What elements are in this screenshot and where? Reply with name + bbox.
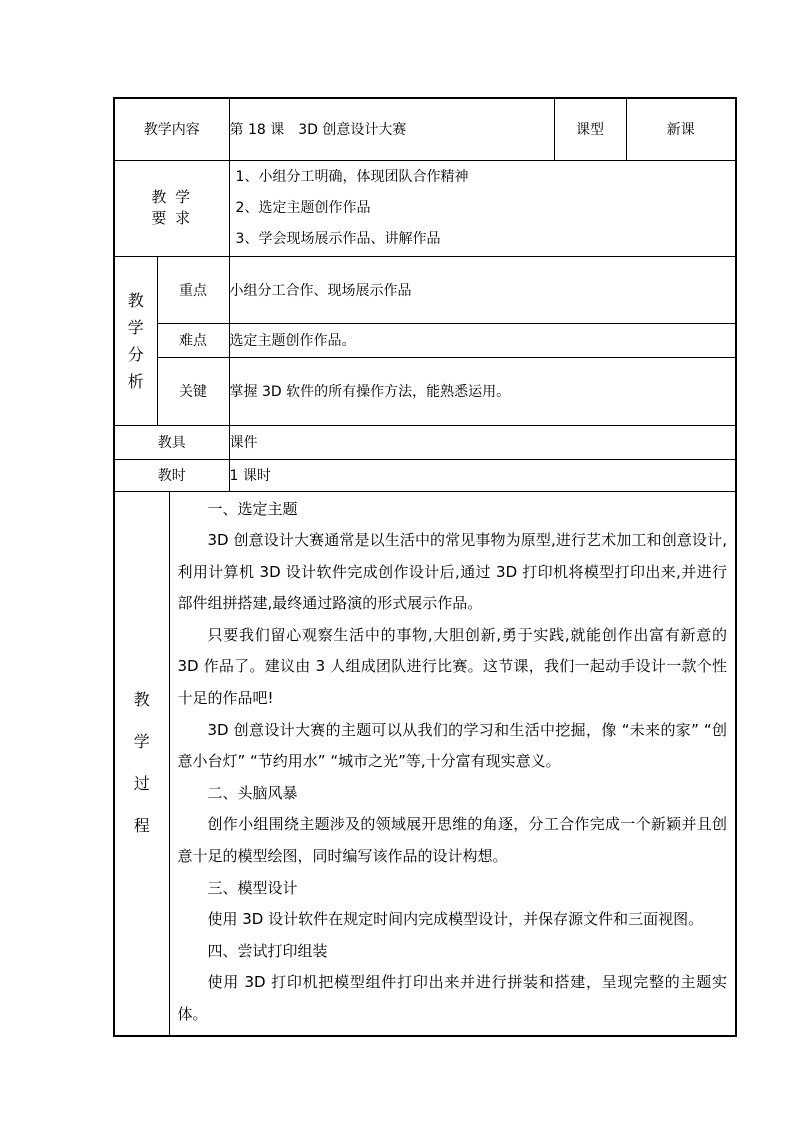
requirement-item: 1、小组分工明确，体现团队合作精神 bbox=[235, 168, 469, 185]
process-label-char: 程 bbox=[133, 816, 150, 836]
process-content bbox=[169, 491, 736, 1036]
process-paragraph: 只要我们留心观察生活中的事物,大胆创新,勇于实践,就能创作出富有新意的 3D 作品了。建议由 3 人组成团队进行比赛。这节课，我们一起动手设计一款个性十足的作品吧! bbox=[177, 625, 728, 708]
analysis-label-char: 分 bbox=[127, 344, 144, 364]
process-label bbox=[114, 491, 169, 1036]
requirement-item: 3、学会现场展示作品、讲解作品 bbox=[235, 230, 441, 247]
analysis-label bbox=[114, 256, 157, 425]
process-heading: 二、头脑风暴 bbox=[207, 783, 298, 802]
tools-value: 课件 bbox=[229, 425, 736, 459]
content-label: 教学内容 bbox=[114, 98, 229, 160]
crux-label: 关键 bbox=[157, 357, 229, 425]
process-paragraph: 使用 3D 设计软件在规定时间内完成模型设计，并保存源文件和三面视图。 bbox=[207, 910, 704, 929]
difficulty-value: 选定主题创作作品。 bbox=[229, 323, 736, 357]
analysis-label-char: 学 bbox=[127, 317, 144, 337]
crux-value: 掌握 3D 软件的所有操作方法，能熟悉运用。 bbox=[229, 357, 736, 425]
requirements-row bbox=[114, 160, 736, 256]
process-heading: 四、尝试打印组装 bbox=[207, 941, 328, 960]
process-paragraph: 创作小组围绕主题涉及的领域展开思维的角逐，分工合作完成一个新颖并且创意十足的模型绘图，同时编写该作品的设计构想。 bbox=[177, 815, 728, 866]
type-value: 新课 bbox=[626, 98, 736, 160]
process-label-char: 过 bbox=[133, 774, 150, 794]
process-paragraph: 3D 创意设计大赛的主题可以从我们的学习和生活中挖掘，像 “未来的家” “创意小台灯” “节约用水” “城市之光”等,十分富有现实意义。 bbox=[177, 720, 728, 771]
difficulty-label: 难点 bbox=[157, 323, 229, 357]
lesson-plan-table bbox=[113, 97, 737, 1037]
key-point-row bbox=[114, 256, 736, 323]
hours-label: 教时 bbox=[114, 459, 229, 491]
hours-row bbox=[114, 459, 736, 491]
process-label-char: 教 bbox=[133, 690, 150, 710]
process-label-char: 学 bbox=[133, 732, 150, 752]
requirements-list bbox=[229, 160, 736, 256]
analysis-label-char: 教 bbox=[127, 290, 144, 310]
requirements-label-line2: 要 求 bbox=[151, 209, 193, 227]
process-paragraph: 3D 创意设计大赛通常是以生活中的常见事物为原型,进行艺术加工和创意设计,利用计算机 3D 设计软件完成创作设计后,通过 3D 打印机将模型打印出来,并进行部件组拼搭建,最终通过路演的形式展示作品。 bbox=[177, 531, 728, 613]
key-point-label: 重点 bbox=[157, 256, 229, 323]
difficulty-row bbox=[114, 323, 736, 357]
crux-row bbox=[114, 357, 736, 425]
key-point-value: 小组分工合作、现场展示作品 bbox=[229, 256, 736, 323]
requirements-label-line1: 教 学 bbox=[151, 188, 193, 206]
analysis-label-char: 析 bbox=[127, 371, 144, 391]
tools-label: 教具 bbox=[114, 425, 229, 459]
requirements-label bbox=[114, 160, 229, 256]
requirement-item: 2、选定主题创作作品 bbox=[235, 199, 371, 216]
process-row bbox=[114, 491, 736, 1036]
hours-value: 1 课时 bbox=[229, 459, 736, 491]
header-row bbox=[114, 98, 736, 160]
process-heading: 一、选定主题 bbox=[207, 499, 298, 518]
tools-row bbox=[114, 425, 736, 459]
lesson-title: 第 18 课 3D 创意设计大赛 bbox=[229, 98, 554, 160]
process-paragraph: 使用 3D 打印机把模型组件打印出来并进行拼装和搭建，呈现完整的主题实体。 bbox=[177, 973, 728, 1023]
process-heading: 三、模型设计 bbox=[207, 878, 298, 897]
type-label: 课型 bbox=[554, 98, 626, 160]
